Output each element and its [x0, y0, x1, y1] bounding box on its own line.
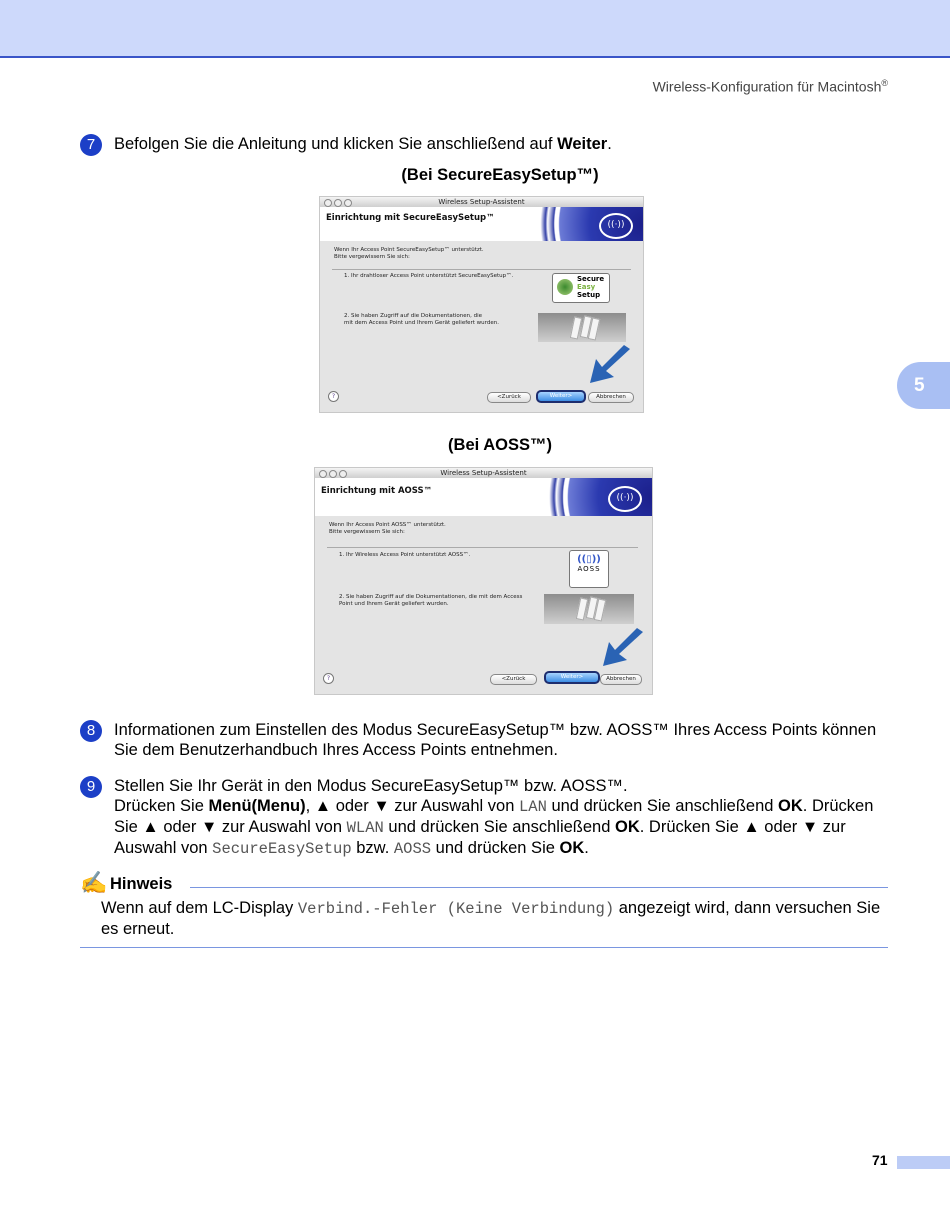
- cancel-button[interactable]: Abbrechen: [588, 392, 634, 403]
- wireless-icon: ((·)): [608, 486, 642, 512]
- logo-line: Setup: [577, 291, 601, 299]
- securesetup-icon: [557, 279, 573, 295]
- screenshot-securesetup: [319, 196, 644, 413]
- note-text: Wenn auf dem LC-Display Verbind.-Fehler (Keine Verbindung) angezeigt wird, dann versuchen Sie es erneut.: [101, 899, 881, 938]
- intro-text: Wenn Ihr Access Point SecureEasySetup™ unterstützt. Bitte vergewissern Sie sich:: [334, 247, 484, 260]
- note-title: Hinweis: [110, 875, 173, 893]
- divider: [190, 887, 888, 888]
- step-text: Befolgen Sie die Anleitung und klicken Sie anschließend auf Weiter.: [114, 135, 612, 153]
- caption-securesetup: (Bei SecureEasySetup™): [401, 166, 599, 184]
- logo-line: Secure: [577, 275, 605, 283]
- note-pencil-icon: ✍: [80, 870, 108, 895]
- header-band: [0, 0, 950, 58]
- page-number: 71: [872, 1152, 888, 1168]
- window-titlebar: Wireless Setup-Assistent: [320, 197, 643, 207]
- pointer-arrow-icon: [597, 628, 647, 670]
- lcd-text: Verbind.-Fehler (Keine Verbindung): [297, 900, 615, 918]
- step-number: 9: [80, 776, 102, 798]
- documents-image: [538, 313, 626, 342]
- logo-line: Easy: [577, 283, 596, 291]
- documents-image: [544, 594, 634, 624]
- securesetup-logo: [552, 273, 610, 303]
- window-titlebar: Wireless Setup-Assistent: [315, 468, 652, 478]
- running-header: Wireless-Konfiguration für Macintosh®: [652, 78, 888, 95]
- wireless-icon: ((·)): [599, 213, 633, 239]
- aoss-wireless-icon: ((▯)): [577, 554, 601, 565]
- next-button[interactable]: Weiter>: [544, 671, 600, 684]
- aoss-logo: [569, 550, 609, 588]
- help-button[interactable]: ?: [323, 673, 334, 684]
- divider: [80, 947, 888, 948]
- lcd-text: AOSS: [393, 840, 432, 858]
- next-button[interactable]: Weiter>: [536, 390, 586, 403]
- step-number: 8: [80, 720, 102, 742]
- caption-aoss: (Bei AOSS™): [448, 436, 552, 454]
- lcd-text: WLAN: [346, 819, 384, 837]
- step-number: 7: [80, 134, 102, 156]
- note-header: [80, 872, 888, 896]
- divider: [332, 269, 631, 270]
- page-bar: [897, 1156, 950, 1169]
- back-button[interactable]: <Zurück: [490, 674, 537, 685]
- step-text: Informationen zum Einstellen des Modus SecureEasySetup™ bzw. AOSS™ Ihres Access Points können Sie dem Benutzerhandbuch Ihres Access Points entnehmen.: [114, 721, 877, 759]
- dialog-title: Einrichtung mit AOSS™: [321, 486, 433, 496]
- back-button[interactable]: <Zurück: [487, 392, 531, 403]
- wireless-banner: [525, 207, 643, 241]
- step-line: Stellen Sie Ihr Gerät in den Modus SecureEasySetup™ bzw. AOSS™.: [114, 777, 628, 795]
- checklist-item-1: 1. Ihr Wireless Access Point unterstützt AOSS™.: [339, 552, 471, 558]
- chapter-tab[interactable]: 5: [897, 362, 950, 409]
- step-8: [80, 720, 900, 762]
- step-text: [114, 776, 894, 859]
- logo-text: AOSS: [577, 565, 601, 573]
- screenshot-aoss: [314, 467, 653, 695]
- checklist-item-2: 2. Sie haben Zugriff auf die Dokumentationen, die mit dem Access Point und Ihrem Gerät geliefert wurden.: [339, 594, 523, 607]
- dialog-title: Einrichtung mit SecureEasySetup™: [326, 213, 495, 223]
- cancel-button[interactable]: Abbrechen: [600, 674, 642, 685]
- divider: [327, 547, 638, 548]
- pointer-arrow-icon: [586, 345, 634, 387]
- checklist-item-1: 1. Ihr drahtloser Access Point unterstützt SecureEasySetup™.: [344, 273, 514, 279]
- intro-text: Wenn Ihr Access Point AOSS™ unterstützt. Bitte vergewissern Sie sich:: [329, 522, 446, 535]
- checklist-item-2: 2. Sie haben Zugriff auf die Dokumentationen, die mit dem Access Point und Ihrem Gerät geliefert wurden.: [344, 313, 499, 326]
- dialog-header: [315, 478, 652, 516]
- wireless-banner: [534, 478, 652, 516]
- step-7: [80, 134, 900, 156]
- lcd-text: SecureEasySetup: [212, 840, 352, 858]
- lcd-text: LAN: [518, 798, 547, 816]
- step-9: [80, 776, 900, 860]
- step-instructions: Drücken Sie Menü(Menu), ▲ oder ▼ zur Auswahl von LAN und drücken Sie anschließend OK. Drücken Sie ▲ oder ▼ zur Auswahl von WLAN und drücken Sie anschließend OK. Drücken Sie ▲ oder ▼ zur Auswahl von SecureEasySetup bzw. AOSS und drücken Sie OK.: [114, 797, 874, 858]
- help-button[interactable]: ?: [328, 391, 339, 402]
- dialog-header: [320, 207, 643, 241]
